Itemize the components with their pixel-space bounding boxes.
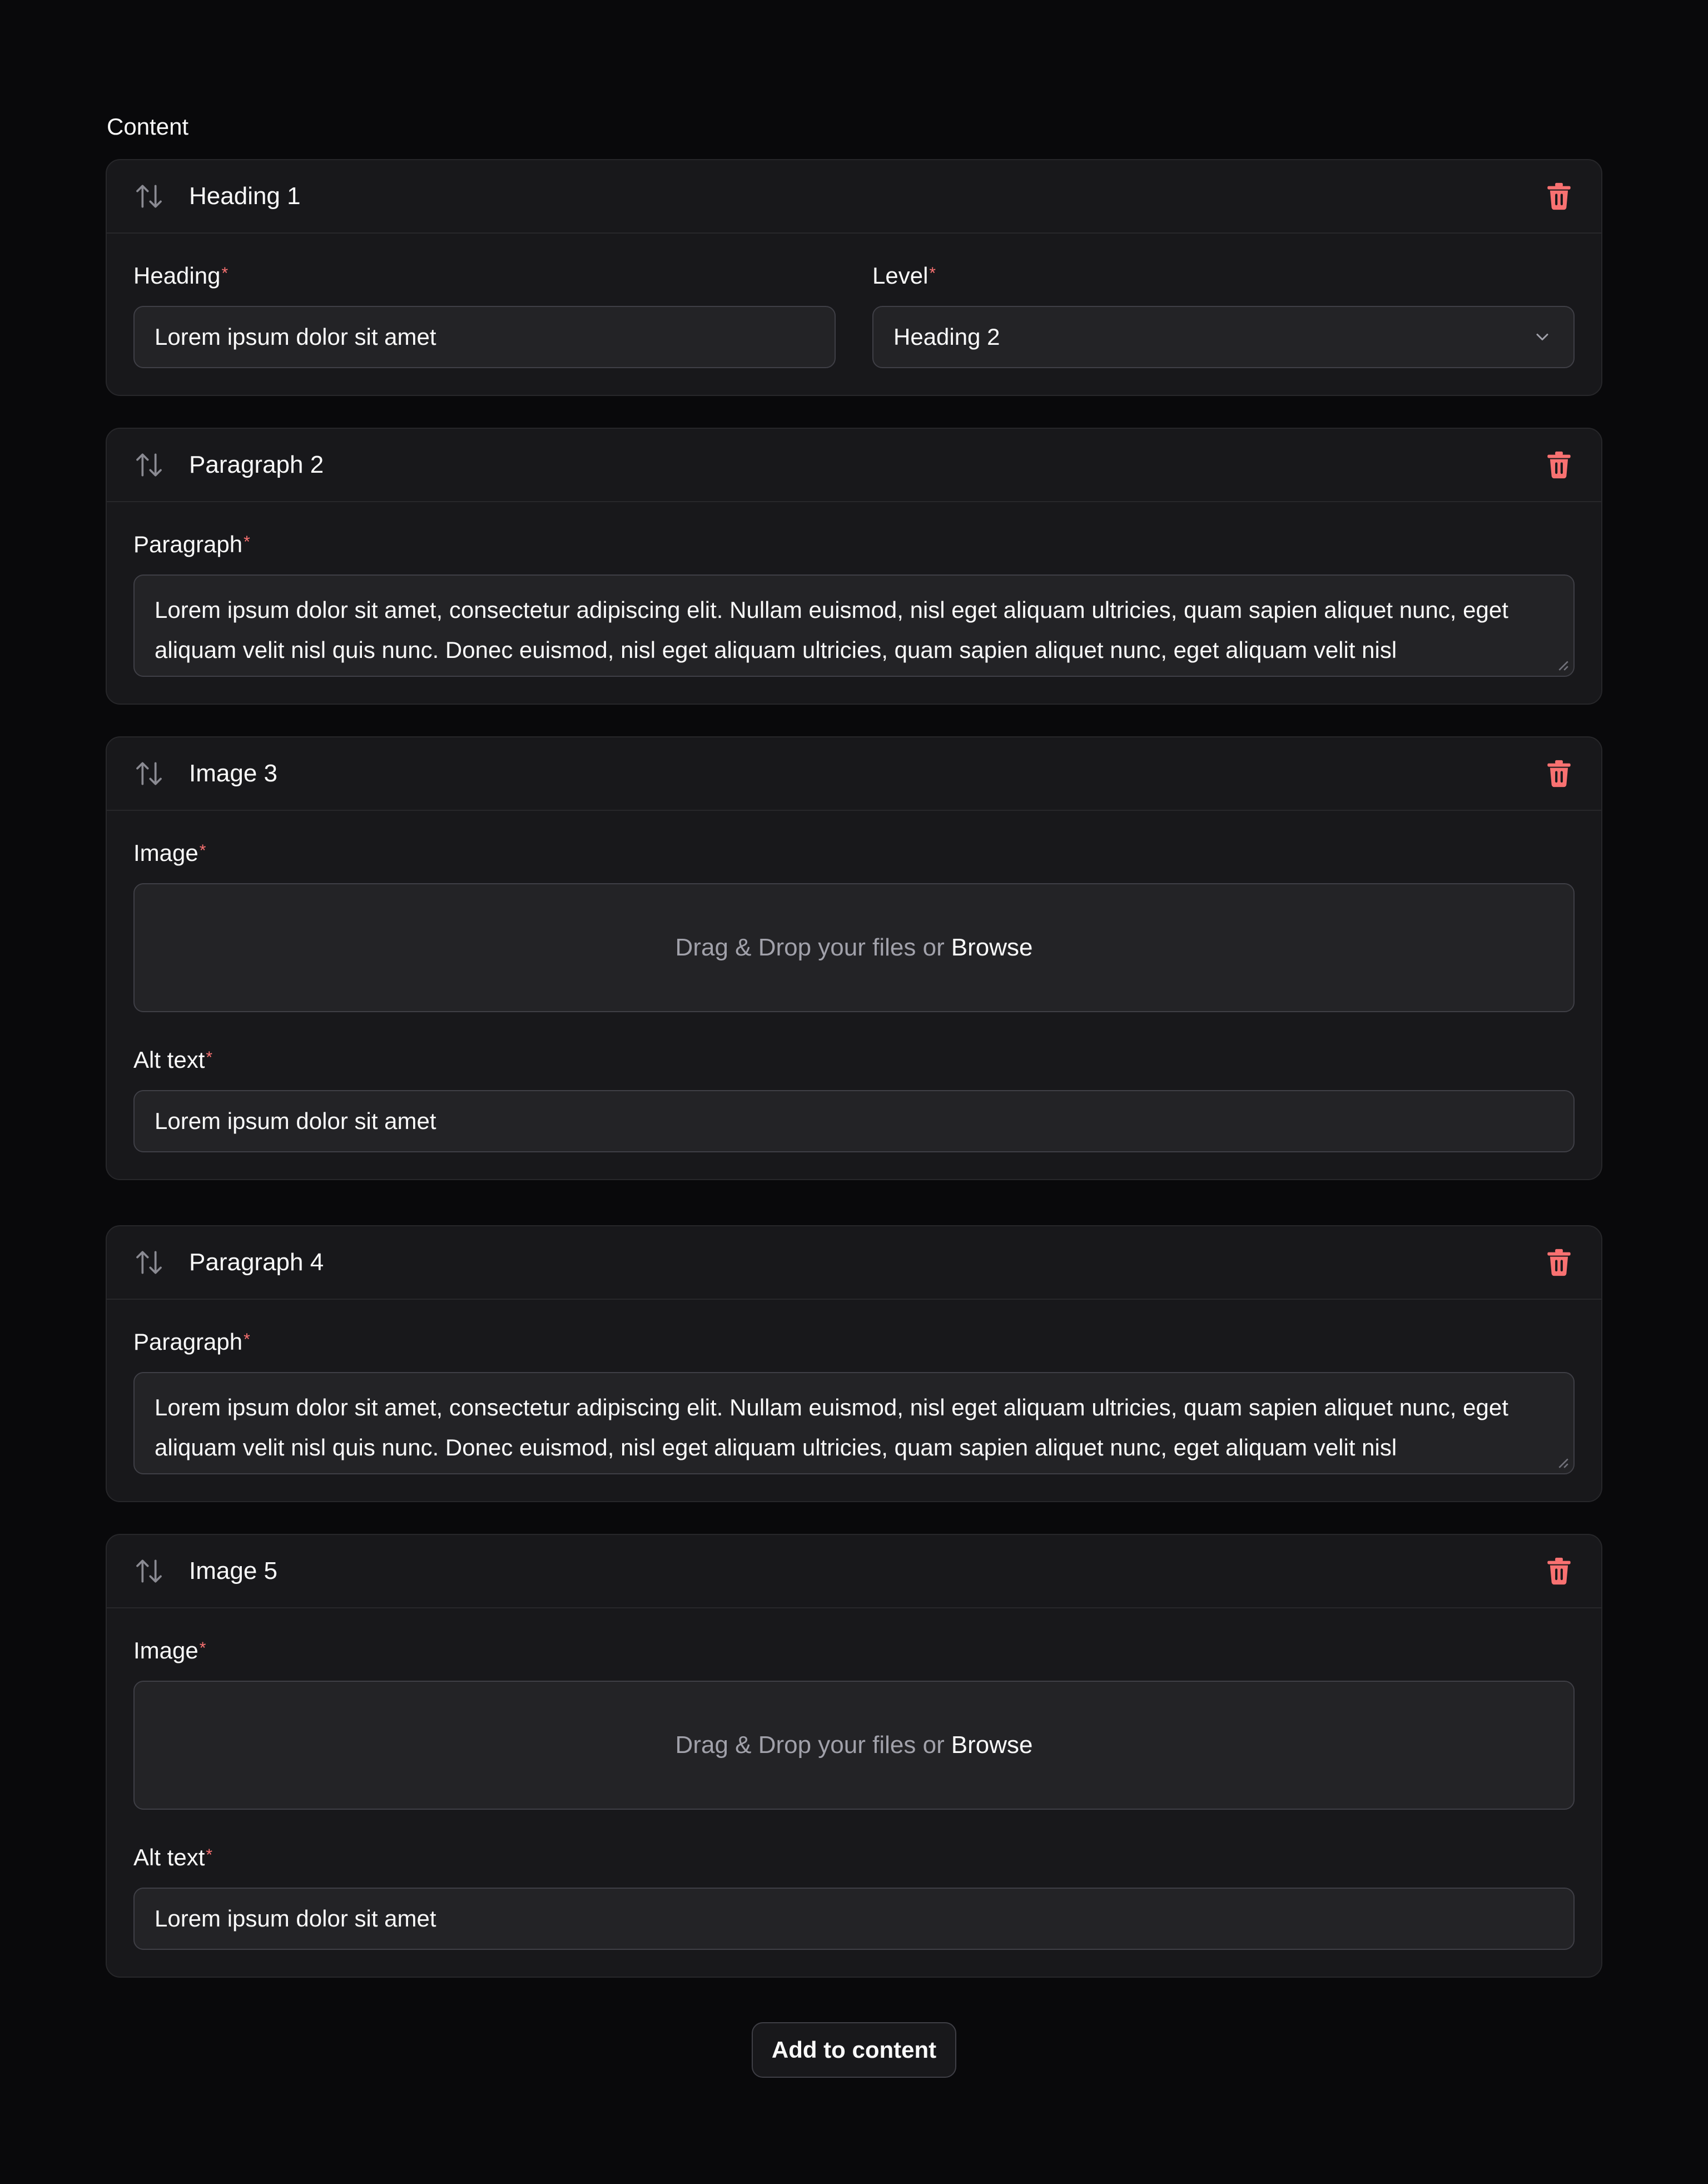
required-marker: * — [244, 533, 250, 551]
content-block-paragraph — [106, 1225, 1602, 1502]
browse-link[interactable]: Browse — [951, 1731, 1033, 1759]
heading-label-text: Heading — [133, 263, 221, 289]
browse-link[interactable]: Browse — [951, 934, 1033, 961]
alt-text-label — [133, 1842, 1575, 1873]
image-dropzone[interactable] — [133, 1681, 1575, 1810]
paragraph-text: Lorem ipsum dolor sit amet, consectetur adipiscing elit. Nullam euismod, nisl eget aliquam ultricies, quam sapien aliquet nunc, eget aliquam velit nisl quis nunc. Donec euismod, nisl eget aliquam ultricies, quam sapien aliquet nunc, eget aliquam velit nisl — [155, 1394, 1508, 1460]
alt-text-label-text: Alt text — [133, 1047, 205, 1073]
level-field-group — [872, 260, 1575, 368]
heading-input[interactable]: Lorem ipsum dolor sit amet — [133, 306, 836, 368]
block-title: Image 3 — [189, 760, 277, 787]
alt-text-input[interactable]: Lorem ipsum dolor sit amet — [133, 1888, 1575, 1950]
arrows-up-down-icon[interactable] — [133, 1556, 165, 1587]
alt-text-label-text: Alt text — [133, 1844, 205, 1870]
heading-label — [133, 260, 836, 291]
block-body — [107, 1300, 1601, 1501]
resize-handle-icon[interactable] — [1557, 1457, 1569, 1469]
image-dropzone[interactable] — [133, 883, 1575, 1012]
paragraph-text: Lorem ipsum dolor sit amet, consectetur adipiscing elit. Nullam euismod, nisl eget aliquam ultricies, quam sapien aliquet nunc, eget aliquam velit nisl quis nunc. Donec euismod, nisl eget aliquam ultricies, quam sapien aliquet nunc, eget aliquam velit nisl — [155, 597, 1508, 663]
paragraph-label-text: Paragraph — [133, 1329, 243, 1355]
block-body — [107, 811, 1601, 1179]
block-header — [107, 1226, 1601, 1300]
required-marker: * — [221, 264, 229, 283]
block-body — [107, 502, 1601, 704]
required-marker: * — [206, 1048, 213, 1067]
level-label — [872, 260, 1575, 291]
paragraph-textarea[interactable] — [133, 575, 1575, 677]
block-header — [107, 160, 1601, 234]
required-marker: * — [244, 1330, 250, 1349]
paragraph-label-text: Paragraph — [133, 531, 243, 557]
image-label — [133, 1635, 1575, 1666]
trash-icon[interactable] — [1543, 181, 1575, 212]
arrows-up-down-icon[interactable] — [133, 449, 165, 481]
trash-icon[interactable] — [1543, 1247, 1575, 1278]
paragraph-label — [133, 1326, 1575, 1358]
chevron-down-icon — [1531, 326, 1553, 348]
content-block-image — [106, 736, 1602, 1180]
trash-icon[interactable] — [1543, 449, 1575, 481]
required-marker: * — [206, 1846, 213, 1864]
content-block-heading — [106, 159, 1602, 396]
content-block-image — [106, 1534, 1602, 1978]
block-title: Paragraph 2 — [189, 451, 324, 478]
resize-handle-icon[interactable] — [1557, 659, 1569, 671]
alt-text-input[interactable]: Lorem ipsum dolor sit amet — [133, 1090, 1575, 1152]
block-title: Image 5 — [189, 1557, 277, 1584]
block-body — [107, 1608, 1601, 1977]
block-title: Heading 1 — [189, 182, 301, 210]
paragraph-textarea[interactable] — [133, 1372, 1575, 1474]
block-title: Paragraph 4 — [189, 1249, 324, 1276]
add-to-content-button[interactable]: Add to content — [752, 2022, 956, 2078]
alt-text-label — [133, 1044, 1575, 1076]
paragraph-label — [133, 529, 1575, 560]
block-body — [107, 234, 1601, 395]
level-select[interactable] — [872, 306, 1575, 368]
dropzone-text: Drag & Drop your files or — [675, 1731, 945, 1759]
level-label-text: Level — [872, 263, 929, 289]
image-label-text: Image — [133, 840, 198, 866]
dropzone-text: Drag & Drop your files or — [675, 934, 945, 961]
heading-field-group — [133, 260, 836, 368]
image-label — [133, 838, 1575, 869]
arrows-up-down-icon[interactable] — [133, 181, 165, 212]
required-marker: * — [199, 841, 206, 860]
block-header — [107, 1535, 1601, 1608]
arrows-up-down-icon[interactable] — [133, 1247, 165, 1278]
trash-icon[interactable] — [1543, 758, 1575, 789]
trash-icon[interactable] — [1543, 1556, 1575, 1587]
content-block-paragraph — [106, 428, 1602, 705]
block-header — [107, 737, 1601, 811]
required-marker: * — [929, 264, 936, 283]
level-select-value: Heading 2 — [893, 324, 1000, 350]
section-label: Content — [107, 113, 189, 140]
image-label-text: Image — [133, 1637, 198, 1663]
block-header — [107, 429, 1601, 502]
required-marker: * — [199, 1639, 206, 1657]
arrows-up-down-icon[interactable] — [133, 758, 165, 789]
